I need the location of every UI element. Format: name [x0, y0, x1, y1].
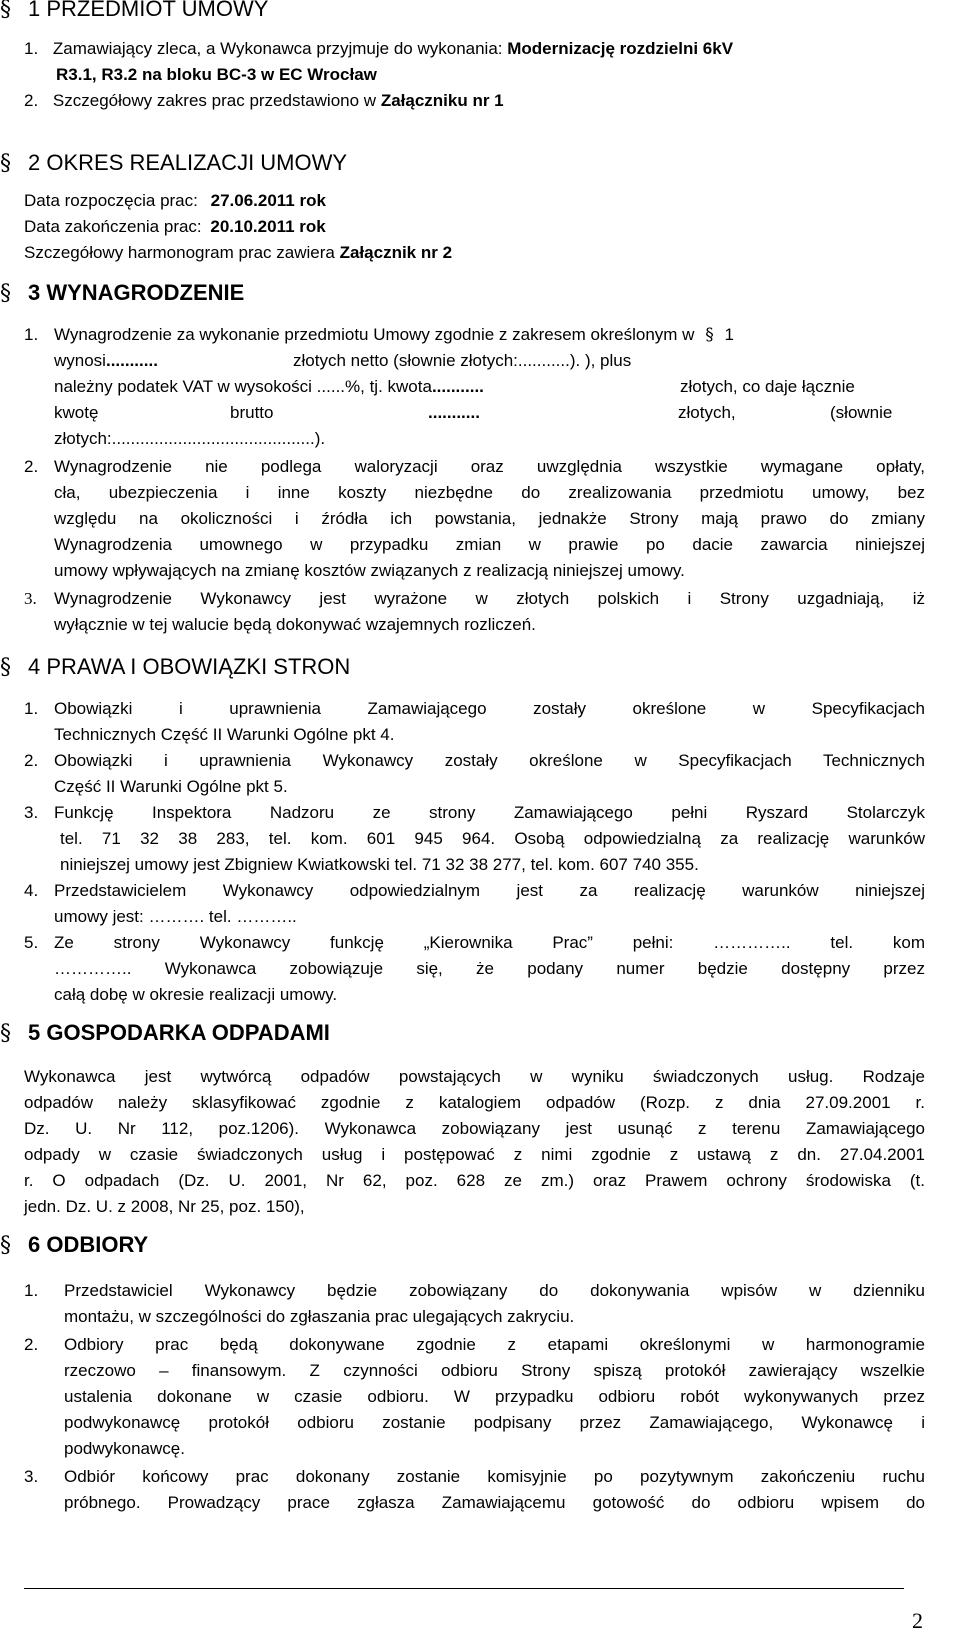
section-symbol: §	[0, 281, 11, 306]
section-title: 4 PRAWA I OBOWIĄZKI STRON	[28, 654, 351, 679]
schedule-reference: Szczegółowy harmonogram prac zawiera Załącznik nr 2	[24, 243, 453, 262]
section-title: 6 ODBIORY	[28, 1232, 149, 1257]
list-item-text: Odbiór końcowy prac dokonany zostanie komisyjnie po pozytywnym zakończeniu ruchu	[64, 1467, 925, 1486]
list-item-text: Wynagrodzenie za wykonanie przedmiotu Umowy zgodnie z zakresem określonym w § 1	[54, 325, 734, 345]
section-symbol: §	[0, 655, 11, 680]
paragraph-line: odpady w czasie świadczonych usług i postępować z nimi zgodnie z ustawą z dn. 27.04.2001	[24, 1145, 925, 1164]
section-title: 1 PRZEDMIOT UMOWY	[28, 0, 269, 21]
list-item-number: 3.	[24, 803, 39, 822]
section-2-heading	[0, 152, 347, 175]
section-symbol: §	[705, 325, 714, 345]
list-item-text: Obowiązki i uprawnienia Wykonawcy zostały określone w Specyfikacjach Technicznych	[54, 751, 925, 770]
list-item-number: 4.	[24, 881, 39, 900]
section-4-heading	[0, 656, 350, 679]
list-item-number: 2.	[24, 1335, 39, 1354]
list-item-continuation: R3.1, R3.2 na bloku BC-3 w EC Wrocław	[56, 65, 377, 84]
paragraph-line: Dz. U. Nr 112, poz.1206). Wykonawca zobowiązany jest usunąć z terenu Zamawiającego	[24, 1119, 925, 1138]
list-item-text: Wynagrodzenie Wykonawcy jest wyrażone w złotych polskich i Strony uzgadniają, iż	[54, 589, 925, 608]
list-item-text: Odbiory prac będą dokonywane zgodnie z etapami określonymi w harmonogramie	[64, 1335, 925, 1354]
paragraph-line: jedn. Dz. U. z 2008, Nr 25, poz. 150),	[24, 1197, 305, 1216]
section-symbol: §	[0, 151, 11, 176]
section-symbol: §	[0, 1233, 11, 1258]
list-item: 2. Szczegółowy zakres prac przedstawiono w Załączniku nr 1	[24, 91, 504, 110]
section-title: 5 GOSPODARKA ODPADAMI	[28, 1020, 330, 1045]
end-date: Data zakończenia prac: 20.10.2011 rok	[24, 217, 326, 236]
list-item-number: 5.	[24, 933, 39, 952]
list-item-text: Ze strony Wykonawcy funkcję „Kierownika Prac” pełni: ………….. tel. kom	[54, 933, 925, 952]
page-number: 2	[912, 1608, 923, 1633]
section-title: 3 WYNAGRODZENIE	[28, 280, 245, 305]
section-6-heading	[0, 1234, 148, 1257]
list-item-text: Przedstawicielem Wykonawcy odpowiedzialnym jest za realizację warunków niniejszej	[54, 881, 925, 900]
paragraph-line: Wykonawca jest wytwórcą odpadów powstających w wyniku świadczonych usług. Rodzaje	[24, 1067, 925, 1086]
list-item-text: Funkcję Inspektora Nadzoru ze strony Zamawiającego pełni Ryszard Stolarczyk	[54, 803, 925, 822]
list-item-number: 2.	[24, 457, 39, 476]
paragraph-line: r. O odpadach (Dz. U. 2001, Nr 62, poz. 628 ze zm.) oraz Prawem ochrony środowiska (t.	[24, 1171, 925, 1190]
section-title: 2 OKRES REALIZACJI UMOWY	[28, 150, 348, 175]
list-item-number: 1.	[24, 1281, 39, 1300]
list-item-number: 2.	[24, 751, 39, 770]
footer-divider	[24, 1588, 904, 1589]
list-item-text: Wynagrodzenie nie podlega waloryzacji oraz uwzględnia wszystkie wymagane opłaty,	[54, 457, 925, 476]
list-item-number: 3.	[24, 1467, 39, 1486]
section-5-heading	[0, 1022, 330, 1045]
paragraph-line: odpadów należy sklasyfikować zgodnie z katalogiem odpadów (Rozp. z dnia 27.09.2001 r.	[24, 1093, 925, 1112]
section-3-heading	[0, 282, 244, 305]
list-item-number: 3.	[24, 589, 37, 608]
list-item-text: Obowiązki i uprawnienia Zamawiającego zostały określone w Specyfikacjach	[54, 699, 925, 718]
section-symbol: §	[0, 0, 11, 22]
list-item-number: 1.	[24, 699, 39, 718]
start-date: Data rozpoczęcia prac: 27.06.2011 rok	[24, 191, 326, 210]
section-symbol: §	[0, 1021, 11, 1046]
section-1-heading	[0, 0, 268, 21]
list-item-text: Przedstawiciel Wykonawcy będzie zobowiązany do dokonywania wpisów w dzienniku	[64, 1281, 925, 1300]
list-item: 1. Zamawiający zleca, a Wykonawca przyjmuje do wykonania: Modernizację rozdzielni 6kV	[24, 39, 734, 58]
list-item-number: 1.	[24, 325, 39, 344]
